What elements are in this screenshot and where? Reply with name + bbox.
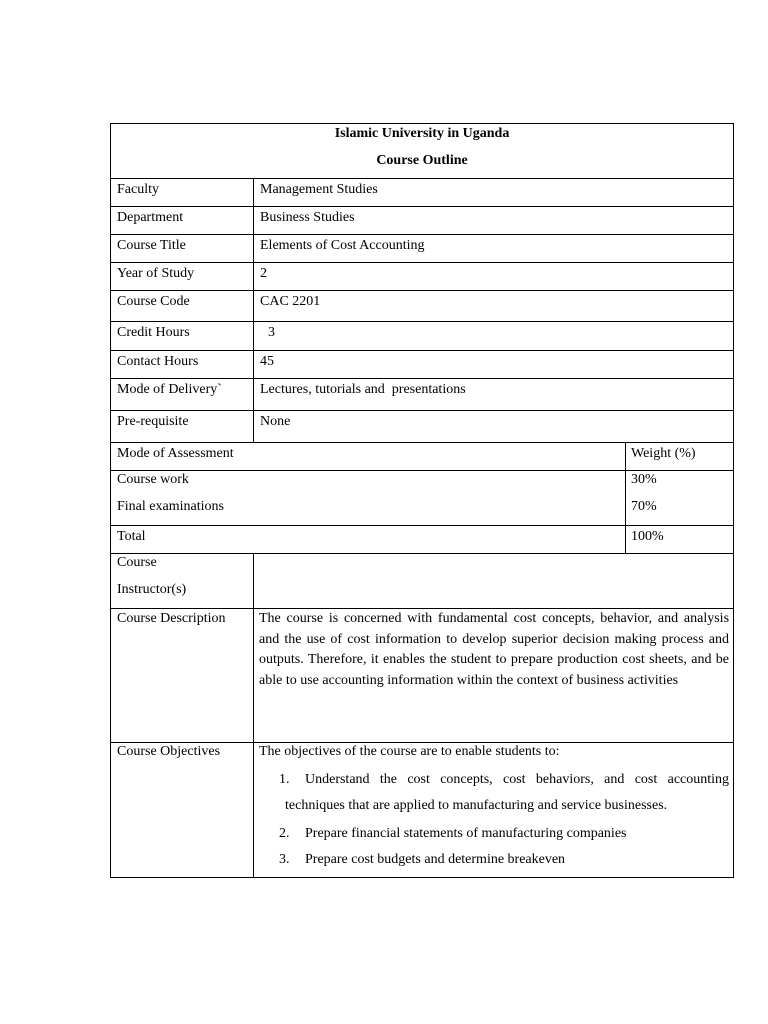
objective-number: 3. xyxy=(279,852,290,867)
row-value: Lectures, tutorials and presentations xyxy=(254,379,734,411)
objective-text: Prepare cost budgets and determine breakeven xyxy=(305,852,566,867)
assessment-items-labels xyxy=(111,471,626,526)
description-text: The course is concerned with fundamental cost concepts, behavior, and analysis and the use of cost information to develop superior decision making process and outputs. Therefore, it enables the student to prepare production cost sheets, and be able to use accounting information within the context of business activities xyxy=(254,609,734,743)
instructor-value xyxy=(254,554,734,609)
assessment-item-weight: 70% xyxy=(631,499,657,514)
assessment-items-row xyxy=(111,471,734,526)
instructor-row xyxy=(111,554,734,609)
objectives-row xyxy=(111,743,734,878)
document-title: Course Outline xyxy=(376,153,468,168)
objective-item xyxy=(259,825,729,851)
row-value: 3 xyxy=(254,322,734,351)
row-faculty xyxy=(111,179,734,207)
objective-text: Prepare financial statements of manufacturing companies xyxy=(305,826,627,841)
row-mode-of-delivery xyxy=(111,379,734,411)
assessment-item-weight: 30% xyxy=(631,472,657,487)
row-year-of-study xyxy=(111,263,734,291)
row-label: Department xyxy=(111,207,254,235)
row-label: Credit Hours xyxy=(111,322,254,351)
row-value: 2 xyxy=(254,263,734,291)
assessment-total-weight: 100% xyxy=(626,526,734,554)
objective-text: Understand the cost concepts, cost behaviors, and cost accounting techniques that are applied to manufacturing and service businesses. xyxy=(285,772,730,813)
assessment-total-label: Total xyxy=(111,526,626,554)
row-label: Course Code xyxy=(111,291,254,322)
assessment-item-label: Course work xyxy=(117,472,189,487)
title-row xyxy=(111,124,734,179)
row-label: Mode of Delivery` xyxy=(111,379,254,411)
row-value: Management Studies xyxy=(254,179,734,207)
row-value: Business Studies xyxy=(254,207,734,235)
row-label: Contact Hours xyxy=(111,351,254,379)
row-credit-hours xyxy=(111,322,734,351)
row-label: Pre-requisite xyxy=(111,411,254,443)
objectives-intro: The objectives of the course are to enable students to: xyxy=(259,744,560,759)
row-value: CAC 2201 xyxy=(254,291,734,322)
row-course-title xyxy=(111,235,734,263)
instructor-label-line1: Course xyxy=(117,555,157,570)
assessment-header-weight: Weight (%) xyxy=(626,443,734,471)
row-value: Elements of Cost Accounting xyxy=(254,235,734,263)
objectives-content xyxy=(254,743,734,878)
row-contact-hours xyxy=(111,351,734,379)
title-cell xyxy=(111,124,734,179)
row-label: Course Title xyxy=(111,235,254,263)
university-name: Islamic University in Uganda xyxy=(334,126,510,141)
assessment-item-label: Final examinations xyxy=(117,499,224,514)
row-label: Faculty xyxy=(111,179,254,207)
instructor-label-line2: Instructor(s) xyxy=(117,582,187,597)
description-row xyxy=(111,609,734,743)
row-label: Year of Study xyxy=(111,263,254,291)
objectives-list xyxy=(259,767,729,877)
assessment-header-row xyxy=(111,443,734,471)
row-course-code xyxy=(111,291,734,322)
objective-item xyxy=(259,851,729,877)
objective-number: 1. xyxy=(279,772,290,787)
assessment-items-weights xyxy=(626,471,734,526)
instructor-label xyxy=(111,554,254,609)
row-department xyxy=(111,207,734,235)
description-label: Course Description xyxy=(111,609,254,743)
row-value: 45 xyxy=(254,351,734,379)
course-outline-table xyxy=(110,123,734,878)
assessment-total-row xyxy=(111,526,734,554)
objective-item xyxy=(259,767,729,825)
objectives-label: Course Objectives xyxy=(111,743,254,878)
assessment-header-label: Mode of Assessment xyxy=(111,443,626,471)
row-value: None xyxy=(254,411,734,443)
row-pre-requisite xyxy=(111,411,734,443)
objective-number: 2. xyxy=(279,826,290,841)
